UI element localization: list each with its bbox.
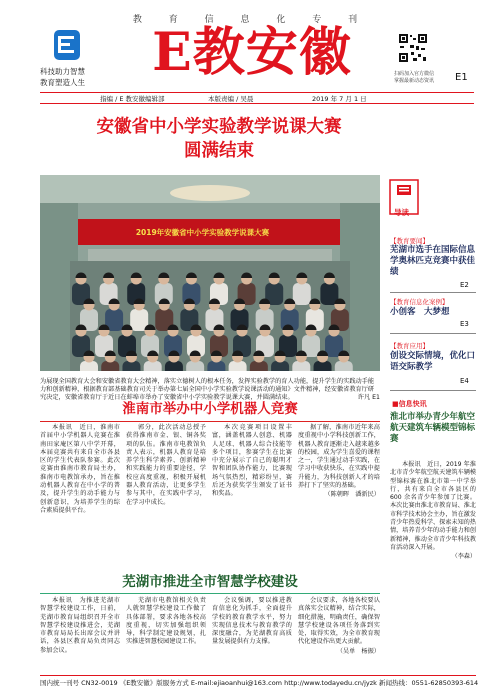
- article1-col1: [40, 424, 120, 515]
- news-flash-body: [390, 461, 476, 562]
- article1-title: 淮南市举办中小学机器人竞赛: [122, 401, 298, 417]
- sidebar-rule-1: [390, 292, 476, 293]
- headline-line2: 圆满结束: [184, 141, 254, 161]
- sidebar-rule-2: [390, 333, 476, 334]
- info-bar: [40, 92, 474, 104]
- qr-code-icon: [398, 33, 428, 63]
- article1-col1-text: 本报讯 近日，淮南市首届中小学机器人竞赛在淮南田家庵区第八中学开幕，本届竞赛共有来自全市各县区的学生代表队参赛。此次竞赛由淮南市教育局主办，淮南市电教馆承办，旨在推动机器人教育在中小学的普及，提升学生的动手能力与创新意识，为培养学生的综合素质提供平台。: [40, 424, 120, 514]
- main-headline: [40, 115, 398, 163]
- sidebar-headline-1: 芜湖市选手在国际信息学奥林匹克竞赛中获佳绩: [390, 245, 476, 277]
- page-number: E1: [455, 72, 468, 83]
- event-photo: [40, 175, 380, 371]
- footer-text: 国内统一刊号 CN32-0019 《E教安徽》版服务方式 E-mail:ejiaoanhui@163.com http://www.todayedu.cn/jyzk 新闻热线：0551-62850393-614: [40, 679, 479, 687]
- article1-byline: （陈朝晖 潘新民）: [324, 491, 380, 499]
- responsible-editor: 本版责编 / 吴晨: [208, 95, 254, 103]
- article1-col2-text: 郭分，此次活动总授予获得淮南市金、银、铜各奖项的队伍。淮南市电教馆负责人表示，机器人教育是培养学生科学素养、创新精神和实践能力的重要途径，学校应高度重视，积极开展机器人教育活动，让更多学生参与其中，在实践中学习，在学习中成长。: [126, 424, 206, 506]
- article2-col2: [126, 597, 206, 647]
- article2-col4-text: 会议要求，各地各校要认真落实会议精神，结合实际，细化措施，明确责任，确保智慧学校建设各项任务落到实处，取得实效，为全市教育现代化建设作出更大贡献。: [298, 597, 380, 646]
- sidebar-headline-3: 创设交际情境，优化口语交际教学: [390, 351, 476, 372]
- sidebar-headline-2: 小创客 大梦想: [390, 307, 450, 317]
- photo-scene: [40, 175, 380, 371]
- qr-caption-2: 掌握最新动态资讯: [394, 78, 435, 84]
- caption-text: 为展现全国教育大会和安徽省教育大会精神，落实立德树人的根本任务，发挥实验教学的育人功能，提升学生的实践动手能力和创新精神，根据教育部基础教育司关于举办第七届全国中小学实验教学说课活动的通知》文件精神，经安徽省教育厅研究决定，安徽省教育厅于近日在蚌埠市举办了安徽省中小学实验教学说课大赛，并圆满结束。: [40, 378, 375, 402]
- news-flash-headline: 淮北市举办青少年航空航天建筑车辆模型锦标赛: [390, 412, 476, 444]
- article2-col2-text: 芜湖市电教馆相关负责人就智慧学校建设工作做了具体部署，要求各地各校高度重视，切实加强组织领导，科学制定建设规划，扎实推进智慧校园建设工作。: [126, 597, 206, 646]
- news-flash-byline: （李森）: [451, 553, 476, 561]
- article2-byline: （吴单 杨振）: [336, 647, 380, 655]
- article1-col4-text: 据了解，淮南市近年来高度重视中小学科技创新工作，机器人教育逐渐走入越来越多的校园，成为学生喜爱的课程之一，学生通过动手实践，在学习中收获快乐，在实践中提升能力，为科技创新人才的培养打下了坚实的基础。: [298, 424, 380, 490]
- sidebar-tag-1: 【教育要闻】: [390, 237, 429, 245]
- news-flash-tag: ■信息快讯: [392, 400, 427, 408]
- news-flash-text: 本报讯 近日，2019 年淮北市青少年航空航天建筑车辆模型锦标赛在淮北市第一中学举行，共有来自全市各县区的 600 余名青少年参加了比赛。本次比赛由淮北市教育局、淮北市科学技术协会主办，旨在激发青少年热爱科学、探索未知的热情，培养青少年的动手能力和创新精神，推动全市青少年科技教育活动深入开展。: [390, 461, 476, 551]
- slogan: 教 育 信 息 化 专 刊: [132, 15, 370, 25]
- sidebar-tag-2: 【教育信息化案例】: [390, 298, 449, 306]
- sidebar-tag-3: 【教育应用】: [390, 342, 429, 350]
- photo-caption: [40, 378, 380, 403]
- qr-caption-1: 扫码加入官方微信: [394, 71, 435, 77]
- newspaper-title: E教安徽: [152, 22, 352, 83]
- article1-col2: [126, 424, 206, 507]
- article2-col3-text: 会议强调，要以推进教育信息化为抓手，全面提升学校的教育教学水平，努力实现信息技术与教育教学的深度融合，为芜湖教育高质量发展提供有力支撑。: [212, 597, 292, 646]
- sidebar-rule-3: [390, 390, 476, 391]
- article2-col1: [40, 597, 120, 655]
- footer: [40, 675, 479, 687]
- article2-col3: [212, 597, 292, 647]
- caption-credit: 许凡 E1: [357, 394, 380, 402]
- article1-col4: [298, 424, 380, 500]
- guide-label: 导读: [394, 208, 409, 217]
- photo-banner-text: 2019年安徽省中小学实验教学说课大赛: [135, 228, 270, 237]
- article2-title: 芜湖市推进全市智慧学校建设: [122, 574, 298, 590]
- issue-date: 2019 年 7 月 1 日: [312, 95, 367, 103]
- editor-label: 指编 / E 教安徽编辑部: [100, 95, 165, 103]
- sidebar-page-1: E2: [460, 281, 469, 289]
- article1-col3: [212, 424, 292, 499]
- article2-col1-text: 本报讯 为推进芜湖市智慧学校建设工作，日前，芜湖市教育局组织召开全市智慧学校建设推进会，芜湖市教育局局长出席会议并讲话，各县区教育局负责同志参加会议。: [40, 597, 120, 654]
- article2-col4: [298, 597, 380, 656]
- logo-icon: [52, 28, 82, 62]
- article2-rule: [40, 593, 380, 594]
- sidebar-page-3: E4: [460, 377, 469, 385]
- logo-line2: 教育塑造人生: [40, 78, 85, 87]
- masthead: [0, 0, 491, 92]
- article1-rule: [40, 421, 380, 422]
- logo-line1: 科技助力智慧: [40, 67, 85, 76]
- headline-line1: 安徽省中小学实验教学说课大赛: [96, 117, 342, 137]
- sidebar-page-2: E3: [460, 320, 469, 328]
- article1-col3-text: 本次竞赛项目设置丰富，涵盖机器人创意、机器人足球、机器人综合技能等多个项目，参赛学生在比赛中充分展示了自己的聪明才智和团队协作能力，比赛现场气氛热烈，精彩纷呈，赛后还为获奖学生颁发了证书和奖品。: [212, 424, 292, 498]
